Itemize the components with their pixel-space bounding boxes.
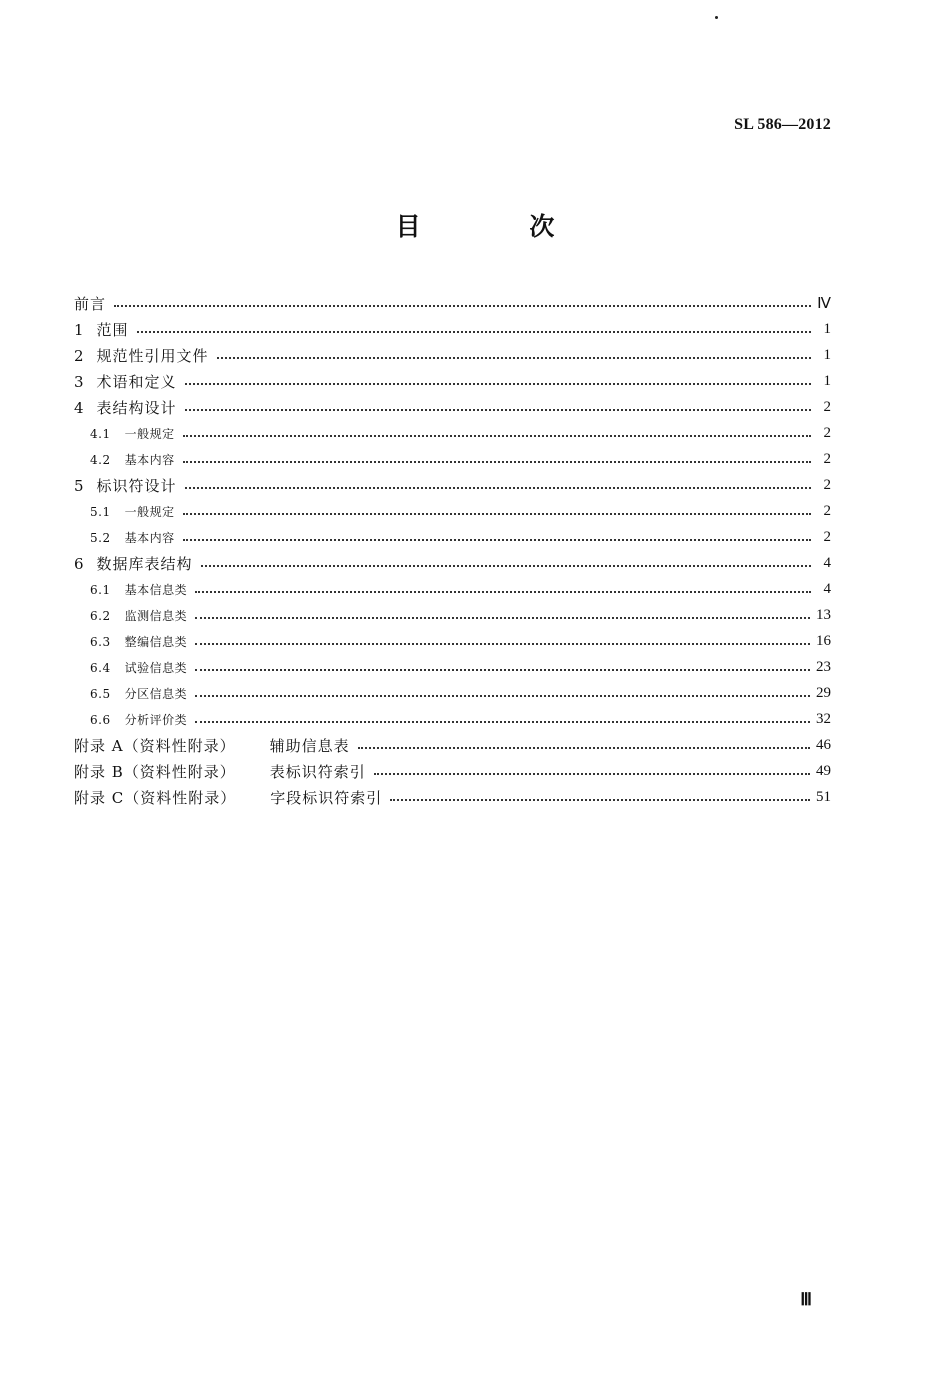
toc-dot-leader [185,409,811,411]
toc-entry-label [74,761,366,782]
toc-entry-number: 1 [74,320,85,339]
toc-entry-page: Ⅳ [817,295,831,312]
toc-entry[interactable] [74,290,831,316]
toc-entry[interactable] [74,446,831,472]
toc-entry[interactable] [74,524,831,550]
toc-entry-number: 附录 A（资料性附录） [74,736,236,755]
toc-entry-label [74,319,129,340]
toc-dot-leader [183,435,811,437]
toc-entry[interactable] [74,394,831,420]
toc-entry-label [74,345,209,366]
toc-entry-number: 6.1 [90,582,111,597]
toc-entry-title: 表结构设计 [96,398,177,417]
toc-entry[interactable] [74,420,831,446]
toc-entry-page: 51 [816,788,831,805]
toc-entry-title: 标识符设计 [96,476,177,495]
toc-entry-title: 辅助信息表 [269,736,350,755]
toc-dot-leader [183,513,811,515]
toc-entry-page: 16 [816,632,831,649]
toc-entry-label [74,633,187,650]
toc-entry-title: 术语和定义 [96,372,177,391]
toc-entry-page: 49 [816,762,831,779]
toc-dot-leader [185,487,811,489]
toc-entry[interactable] [74,654,831,680]
toc-entry-title: 试验信息类 [124,660,188,675]
toc-entry[interactable] [74,472,831,498]
toc-entry-title: 整编信息类 [124,634,188,649]
toc-entry-page: 23 [816,658,831,675]
toc-entry-label [74,371,177,392]
toc-entry-number: 6 [74,554,85,573]
toc-entry[interactable] [74,680,831,706]
toc-entry-number: 3 [74,372,85,391]
toc-dot-leader [374,773,810,775]
toc-entry-title: 前言 [74,294,107,313]
toc-dot-leader [217,357,811,359]
toc-entry-label [74,711,187,728]
toc-entry[interactable] [74,628,831,654]
toc-entry-number: 4.2 [90,452,111,467]
toc-entry-number: 5.1 [90,504,111,519]
toc-entry[interactable] [74,758,831,784]
toc-entry-title: 规范性引用文件 [96,346,209,365]
toc-entry-page: 2 [823,476,831,493]
toc-entry-title: 分析评价类 [124,712,188,727]
toc-entry-title: 一般规定 [124,426,175,441]
toc-entry-number: 6.2 [90,608,111,623]
toc-entry-label [74,553,193,574]
toc-dot-leader [195,669,810,671]
toc-entry-page: 1 [823,320,831,337]
toc-entry-title: 字段标识符索引 [270,788,383,807]
toc-entry[interactable] [74,602,831,628]
toc-entry-page: 2 [823,450,831,467]
toc-entry-label [74,659,187,676]
toc-dot-leader [183,461,811,463]
toc-entry[interactable] [74,368,831,394]
toc-dot-leader [183,539,811,541]
toc-entry-label [74,581,187,598]
toc-entry-page: 2 [823,398,831,415]
toc-dot-leader [195,617,810,619]
toc-entry-title: 基本内容 [124,452,175,467]
toc-entry[interactable] [74,342,831,368]
toc-entry[interactable] [74,316,831,342]
toc-entry-label [74,529,175,546]
toc-entry-page: 2 [823,502,831,519]
toc-entry-number: 6.6 [90,712,111,727]
toc-entry[interactable] [74,550,831,576]
toc-entry-title: 监测信息类 [124,608,188,623]
toc-entry-page: 2 [823,528,831,545]
page-number: Ⅲ [800,1290,812,1309]
toc-entry-label [74,685,187,702]
toc-entry-title: 分区信息类 [124,686,188,701]
toc-dot-leader [195,591,811,593]
toc-entry-number: 6.3 [90,634,111,649]
table-of-contents [74,290,831,810]
scan-speck [715,16,718,19]
toc-entry-page: 32 [816,710,831,727]
toc-entry-page: 46 [816,736,831,753]
toc-entry-label [74,451,175,468]
toc-entry-label [74,425,175,442]
standard-code: SL 586—2012 [734,116,831,133]
toc-dot-leader [185,383,811,385]
toc-entry-label [74,607,187,624]
toc-entry-title: 一般规定 [124,504,175,519]
toc-entry-title: 基本内容 [124,530,175,545]
toc-entry[interactable] [74,576,831,602]
toc-entry-page: 4 [823,554,831,571]
toc-entry-label [74,475,177,496]
toc-entry-page: 1 [823,372,831,389]
toc-entry-title: 数据库表结构 [96,554,193,573]
toc-entry-number: 4 [74,398,85,417]
toc-entry-label [74,735,350,756]
toc-dot-leader [195,695,810,697]
toc-dot-leader [195,643,810,645]
toc-entry-number: 5 [74,476,85,495]
toc-entry-page: 2 [823,424,831,441]
toc-entry-title: 范围 [96,320,129,339]
toc-entry-label [74,397,177,418]
toc-dot-leader [390,799,810,801]
toc-dot-leader [358,747,810,749]
toc-entry-title: 基本信息类 [124,582,188,597]
toc-entry[interactable] [74,784,831,810]
toc-entry-number: 附录 C（资料性附录） [74,788,237,807]
toc-entry[interactable] [74,706,831,732]
toc-entry-page: 13 [816,606,831,623]
toc-entry-number: 2 [74,346,85,365]
toc-entry-title: 表标识符索引 [269,762,366,781]
toc-entry[interactable] [74,498,831,524]
toc-entry-number: 6.4 [90,660,111,675]
toc-entry[interactable] [74,732,831,758]
toc-entry-label [74,787,382,808]
toc-entry-page: 4 [823,580,831,597]
toc-entry-number: 附录 B（资料性附录） [74,762,236,781]
toc-entry-label [74,293,106,314]
toc-dot-leader [195,721,810,723]
toc-entry-number: 5.2 [90,530,111,545]
toc-entry-page: 1 [823,346,831,363]
toc-entry-label [74,503,175,520]
toc-dot-leader [114,305,811,307]
page-title: 目 次 [395,212,605,241]
toc-dot-leader [201,565,811,567]
toc-dot-leader [137,331,811,333]
toc-entry-number: 4.1 [90,426,111,441]
toc-entry-page: 29 [816,684,831,701]
toc-entry-number: 6.5 [90,686,111,701]
